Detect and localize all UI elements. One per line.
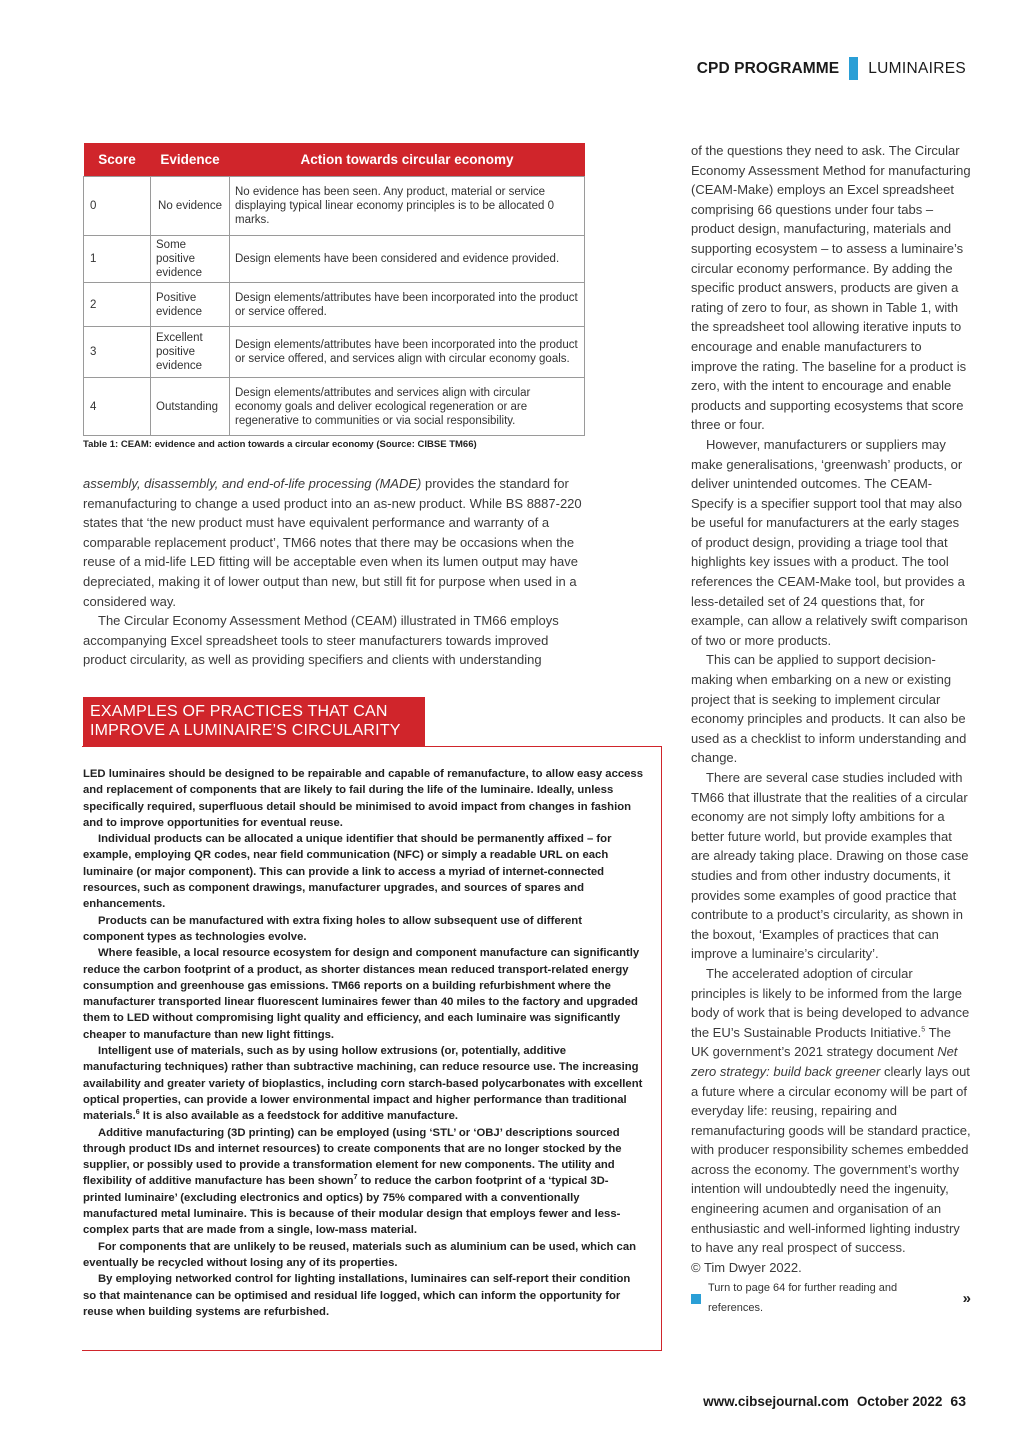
table-row (84, 283, 585, 327)
paragraph-text: It is also available as a feedstock for additive manufacture. (139, 1110, 458, 1123)
body-paragraph: The Circular Economy Assessment Method (CEAM) illustrated in TM66 employs accompanying Excel spreadsheet tools to steer manufacturers towards improved product circularity, as well as providing specifiers and clients with understanding (83, 613, 559, 668)
table-row (84, 378, 585, 436)
action-cell: Design elements have been considered and evidence provided. (230, 236, 585, 283)
evidence-cell: Outstanding (151, 378, 230, 436)
boxout-title-line: IMPROVE A LUMINAIRE’S CIRCULARITY (90, 721, 401, 739)
reference-number: 7 (353, 1174, 358, 1182)
paragraph-text: to reduce the carbon footprint of a ‘typical 3D-printed luminaire’ (excluding electronics and optics) by 75% compared with a conventionally manufactured metal luminaire. This is because of their modular design that employs fewer and less-complex parts that are made from a single, low-mass material. (83, 1175, 621, 1237)
column-header-evidence: Evidence (151, 143, 230, 177)
copyright-line: © Tim Dwyer 2022. (691, 1259, 802, 1275)
running-header (697, 57, 966, 80)
table-caption: Table 1: CEAM: evidence and action towards a circular economy (Source: CIBSE TM66) (83, 439, 477, 450)
evidence-cell: Some positive evidence (151, 236, 230, 283)
score-cell: 2 (84, 283, 151, 327)
paragraph-text: provides the standard for remanufacturing to change a used product into an as-new product. While BS 8887-220 states that ‘the new product must have equivalent performance and warranty of a comparable replacement product’, TM66 notes that there may be occasions when the reuse of a mid-life LED fitting will be acceptable even when its lumen output may have depreciated, making it of lower output than new, but still fit for purpose when used in a considered way. (83, 476, 582, 609)
main-body-text (83, 474, 593, 670)
footer-url[interactable]: www.cibsejournal.com (703, 1394, 849, 1409)
score-cell: 1 (84, 236, 151, 283)
reference-number: 5 (921, 1026, 926, 1034)
evidence-cell: Excellent positive evidence (151, 327, 230, 378)
action-cell: Design elements/attributes and services align with circular economy goals and deliver ecological regeneration or are regenerative to communities or via social responsibility. (230, 378, 585, 436)
boxout-paragraph: By employing networked control for lighting installations, luminaires can self-report their condition so that maintenance can be optimised and residual life logged, which can inform the opportunity for reuse when building systems are refurbished. (83, 1273, 631, 1318)
evidence-cell: No evidence (151, 177, 230, 236)
section-label: CPD PROGRAMME (696, 59, 840, 77)
body-paragraph (691, 964, 971, 1258)
action-cell: Design elements/attributes have been incorporated into the product or service offered. (230, 283, 585, 327)
paragraph-text: The UK government’s 2021 strategy document (691, 1024, 951, 1060)
score-cell: 0 (84, 177, 151, 236)
column-header-action: Action towards circular economy (230, 143, 585, 177)
references-note (691, 1279, 971, 1318)
body-paragraph: However, manufacturers or suppliers may make generalisations, ‘greenwash’ products, or deliver unintended outcomes. The CEAM-Specify is a specifier support tool that may also be useful for manufacturers at the early stages of product design, providing a triage tool that highlights key issues with a product. The tool references the CEAM-Make tool, but provides a less-detailed set of 24 questions that, for example, can allow a relatively swift comparison of two or more products. (691, 436, 968, 648)
body-paragraph (83, 474, 593, 611)
body-paragraph: of the questions they need to ask. The Circular Economy Assessment Method for manufacturing (CEAM-Make) employs an Excel spreadsheet comprising 66 questions under four tabs – product design, manufacturing, materials and supporting ecosystem – to assess a luminaire’s circular economy performance. By adding the specific product answers, products are given a rating of zero to four, as shown in Table 1, with the spreadsheet tool allowing iterative inputs to encourage and enable manufacturers to improve the rating. The baseline for a product is zero, with the intent to encourage and enable products and supporting ecosystems that score three or four. (691, 143, 971, 433)
column-header-score: Score (84, 143, 151, 177)
references-note-text: Turn to page 64 for further reading and references. (708, 1282, 898, 1315)
boxout-body (83, 766, 643, 1320)
footer-date: October 2022 (856, 1394, 943, 1409)
boxout-paragraph: LED luminaires should be designed to be repairable and capable of remanufacture, to allow easy access and replacement of components that are likely to fail during the life of the luminaire. Ideally, unless specifically required, superfluous detail should be minimised to avoid impact from changes in fashion and to improve opportunities for eventual reuse. (83, 768, 643, 829)
body-paragraph: This can be applied to support decision-making when embarking on a new or existing project that is seeking to implement circular economy principles and products. It can also be used as a checklist to inform understanding and change. (691, 652, 967, 766)
boxout-paragraph (83, 1043, 643, 1124)
paragraph-text: Intelligent use of materials, such as by using hollow extrusions (or, potentially, additive manufacturing techniques) rather than subtractive machining, can reduce resource use. The increasing availability and greater variety of bioplastics, including corn starch-based polycarbonates with excellent optical properties, can provide a lower environmental impact and higher performance than traditional materials. (83, 1045, 643, 1123)
blue-square-icon (691, 1294, 701, 1304)
paragraph-text: The accelerated adoption of circular principles is likely to be informed from the large body of work that is being developed to advance the EU’s Sustainable Products Initiative. (691, 965, 970, 1040)
boxout-paragraph (83, 1125, 643, 1239)
action-cell: Design elements/attributes have been incorporated into the product or service offered, and services align with circular economy goals. (230, 327, 585, 378)
boxout-paragraph: Where feasible, a local resource ecosystem for design and component manufacture can significantly reduce the carbon footprint of a product, as shorter distances mean reduced transport-related energy consumption and greenhouse gas emissions. TM66 reports on a building refurbishment where the manufacturer transported linear fluorescent luminaires fewer than 40 miles to the factory and upgraded them to LED without compromising light quality and efficiency, and each luminaire was significantly cheaper to manufacture than new light fittings. (83, 947, 640, 1041)
boxout-paragraph: For components that are unlikely to be reused, materials such as aluminium can be used, which can eventually be recycled without losing any of its properties. (83, 1240, 637, 1269)
evidence-cell: Positive evidence (151, 283, 230, 327)
table-row (84, 327, 585, 378)
boxout-paragraph: Individual products can be allocated a unique identifier that should be permanently affixed – for example, employing QR codes, near field communication (NFC) or simply a readable URL on each luminaire (or major component). This can provide a link to access a myriad of internet-connected resources, such as component drawings, manufacturer upgrades, and sources of spares and enhancements. (83, 833, 612, 911)
topic-label: LUMINAIRES (868, 59, 966, 77)
body-paragraph: There are several case studies included with TM66 that illustrate that the realities of a circular economy are not simply lofty ambitions for a better future world, but provide examples that are already taking place. Drawing on those case studies and from other industry documents, it provides some examples of good practice that contribute to a product’s circularity, as shown in the boxout, ‘Examples of practices that can improve a luminaire’s circularity’. (691, 770, 969, 962)
score-cell: 4 (84, 378, 151, 436)
table-header-row (84, 143, 585, 177)
paragraph-text: clearly lays out a future where a circular economy will be part of everyday life: reusing, repairing and remanufacturing goods will be standard practice, with producer responsibility schemes embedded across the economy. The government’s worthy intention will undoubtedly need the ingenuity, engineering acumen and organisation of an enthusiastic and well-informed lighting industry to have any real prospect of success. (691, 1063, 971, 1256)
page-footer (703, 1393, 966, 1409)
continue-arrow-icon: » (962, 1290, 971, 1308)
reference-number: 6 (135, 1109, 140, 1117)
italic-title: Net zero strategy: build back greener (691, 1044, 958, 1079)
action-cell: No evidence has been seen. Any product, material or service displaying typical linear economy principles is to be allocated 0 marks. (230, 177, 585, 236)
boxout-title-line: EXAMPLES OF PRACTICES THAT CAN (90, 703, 388, 720)
score-cell: 3 (84, 327, 151, 378)
boxout-paragraph: Products can be manufactured with extra fixing holes to allow subsequent use of different component types as technologies evolve. (83, 914, 582, 943)
boxout-title (83, 697, 425, 746)
table-row (84, 177, 585, 236)
page-number: 63 (950, 1393, 966, 1409)
paragraph-text: Additive manufacturing (3D printing) can be employed (using ‘STL’ or ‘OBJ’ descriptions sourced through product IDs and internet resources) to create components that are no longer stocked by the supplier, or possibly used to provide a transformation element for new components. The utility and flexibility of additive manufacture has been shown (83, 1126, 622, 1188)
right-column-text (691, 141, 971, 1319)
table-row (84, 236, 585, 283)
ceam-table (83, 143, 585, 436)
header-divider-bar (849, 57, 858, 80)
italic-phrase: assembly, disassembly, and end-of-life processing (MADE) (83, 476, 422, 491)
